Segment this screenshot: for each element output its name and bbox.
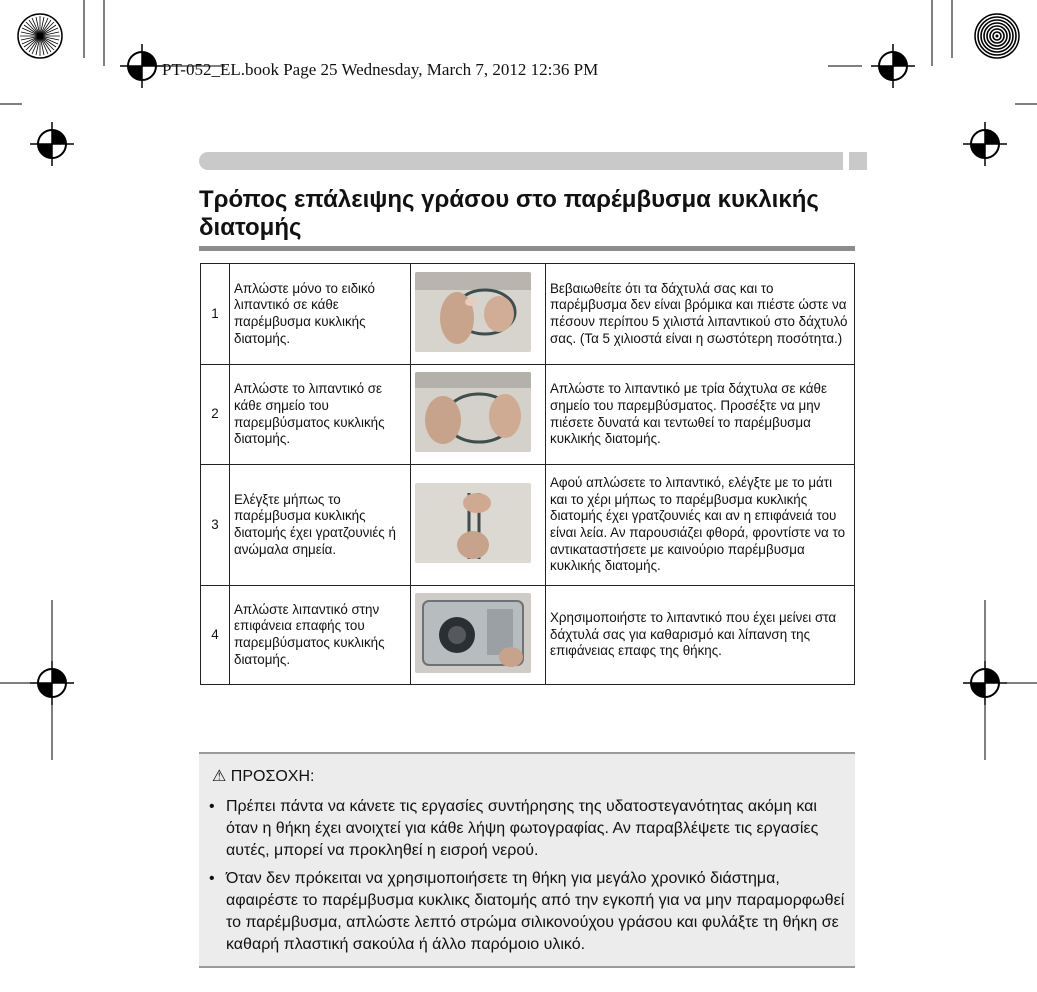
caution-title: ⚠ ΠΡΟΣΟΧΗ: (212, 768, 315, 785)
step-detail: Βεβαιωθείτε ότι τα δάχτυλά σας και το παρέμβυσμα δεν είναι βρόμικα και πιέστε ώστε να πέσουν περίπου 5 χιλιστά λιπαντικού στο δάχτυλό σας. (Τα 5 χιλιοστά είναι η σωστότερη ποσότητα.) (546, 264, 855, 365)
table-row (201, 586, 855, 685)
step-number: 4 (201, 586, 230, 685)
step-photo (411, 264, 546, 365)
caution-item-text: Πρέπει πάντα να κάνετε τις εργασίες συντήρησης της υδατοστεγανότητας ακόμη και όταν η θήκη έχει ανοιχτεί για κάθε λήψη φωτογραφίας. Αν παραβλέψετε τις εργασίες αυτές, μπορεί να προκληθεί η εισροή νερού. (226, 798, 819, 859)
step-number: 2 (201, 365, 230, 465)
step-action: Απλώστε μόνο το ειδικό λιπαντικό σε κάθε παρέμβυσμα κυκλικής διατομής. (230, 264, 411, 365)
section-square-2 (825, 152, 843, 170)
bullet: • (209, 870, 215, 887)
title-underline (199, 246, 855, 251)
bullet: • (209, 798, 215, 815)
step-detail: Χρησιμοποιήστε το λιπαντικό που έχει μείνει στα δάχτυλά σας για καθαρισμό και λίπανση της επιφάνειας επαφς της θήκης. (546, 586, 855, 685)
step-action: Ελέγξτε μήπως το παρέμβυσμα κυκλικής διατομής έχει γρατζουνιές ή ανώμαλα σημεία. (230, 465, 411, 586)
moire-target-icon (975, 14, 1019, 58)
caution-box (199, 752, 855, 968)
caution-list (199, 796, 849, 962)
caution-item (199, 868, 849, 956)
caution-item (199, 796, 849, 862)
hands-oring-photo-icon (415, 272, 531, 352)
step-detail: Απλώστε το λιπαντικό με τρία δάχτυλα σε κάθε σημείο του παρεμβύσματος. Προσέξτε να μην πιέσετε δυνατά και τεντωθεί το παρέμβυσμα κυκλικής διατομής. (546, 365, 855, 465)
table-row (201, 465, 855, 586)
step-photo (411, 465, 546, 586)
step-detail: Αφού απλώσετε το λιπαντικό, ελέγξτε με το μάτι και το χέρι μήπως το παρέμβυσμα κυκλικής διατομής έχει γρατζουνιές και αν η επιφάνειά του είναι λεία. Αν παρουσιάζει φθορά, φροντίστε να το αντικαταστήσετε με καινούριο παρέμβυσμα κυκλικής διατομής. (546, 465, 855, 586)
section-bar (199, 152, 836, 170)
step-action: Απλώστε το λιπαντικό σε κάθε σημείο του παρεμβύσματος κυκλικής διατομής. (230, 365, 411, 465)
hands-inspect-photo-icon (415, 483, 531, 563)
page-title: Τρόπος επάλειψης γράσου στο παρέμβυσμα κυκλικής διατομής (199, 186, 819, 241)
step-number: 1 (201, 264, 230, 365)
caution-item-text: Όταν δεν πρόκειται να χρησιμοποιήσετε τη θήκη για μεγάλο χρονικό διάστημα, αφαιρέστε το παρέμβυσμα κυκλικς διατομής από την εγκοπή για να μην παραμορφωθεί το παρέμβυσμα, απλώστε λεπτό στρώμα σιλικονούχου γράσου και φυλάξτε τη θήκη σε καθαρή πλαστική σακούλα ή άλλο παρόμοιο υλικό. (226, 870, 845, 953)
table-row (201, 365, 855, 465)
step-photo (411, 586, 546, 685)
sunburst-target-icon (18, 14, 62, 58)
step-number: 3 (201, 465, 230, 586)
section-square-3 (849, 152, 867, 170)
table-row (201, 264, 855, 365)
hands-grease-photo-icon (415, 372, 531, 452)
step-photo (411, 365, 546, 465)
step-action: Απλώστε λιπαντικό στην επιφάνεια επαφής του παρεμβύσματος κυκλικής διατομής. (230, 586, 411, 685)
book-header-line: PT-052_EL.book Page 25 Wednesday, March 7, 2012 12:36 PM (162, 60, 599, 79)
steps-table (200, 263, 855, 685)
section-square-1 (801, 152, 819, 170)
case-housing-photo-icon (415, 593, 531, 673)
